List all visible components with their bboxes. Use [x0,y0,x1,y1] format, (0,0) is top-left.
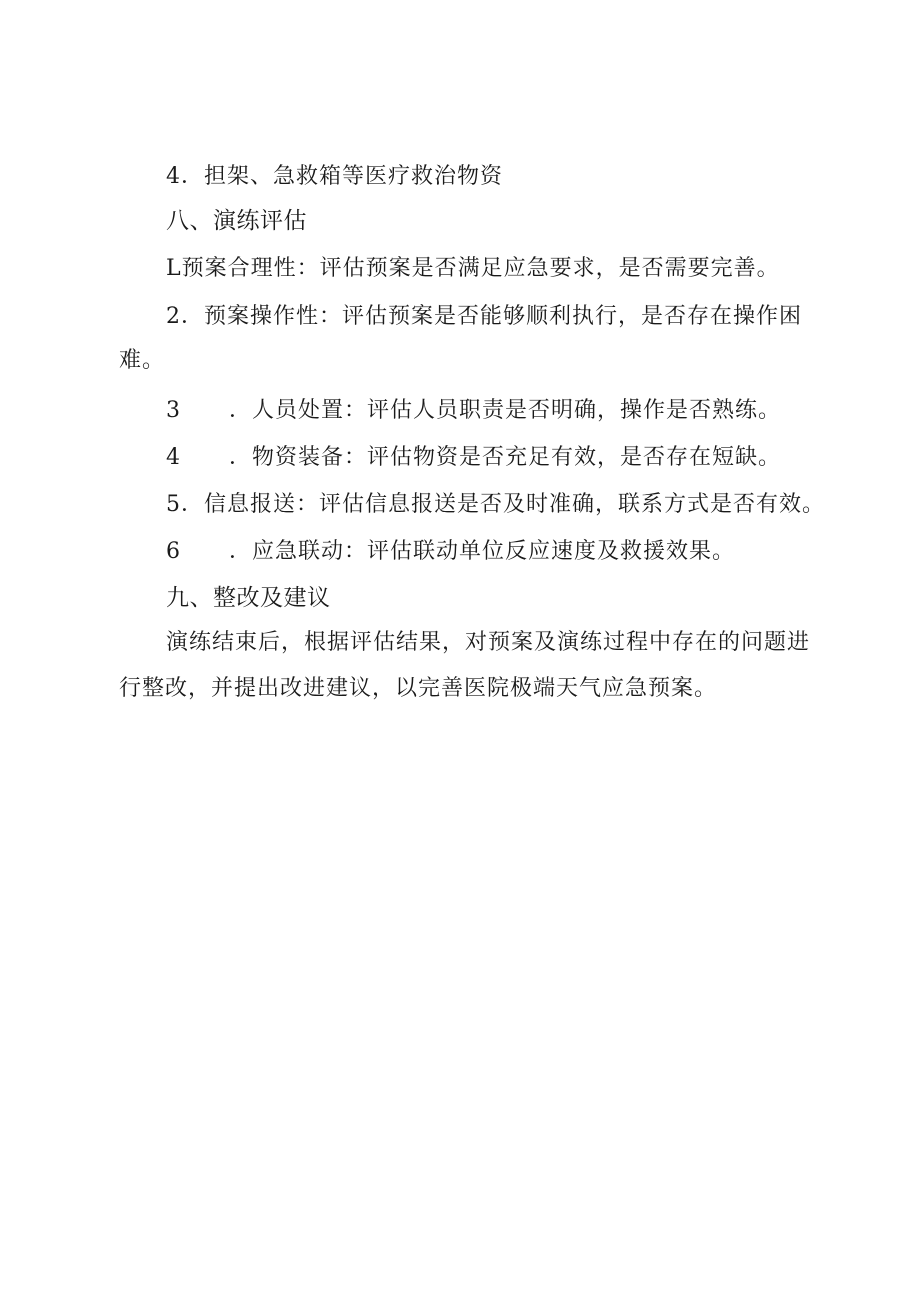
list-text: ．人员处置：评估人员职责是否明确，操作是否熟练。 [229,398,782,423]
list-text: ．物资装备：评估物资是否充足有效，是否存在短缺。 [229,445,782,470]
section-heading-rectification: 九、整改及建议 [166,585,331,611]
eval-item-information-reporting: 5．信息报送：评估信息报送是否及时准确，联系方式是否有效。 [166,492,825,517]
conclusion-paragraph-line1: 演练结束后，根据评估结果，对预案及演练过程中存在的问题进 [166,630,811,655]
eval-item-materials-equipment [166,443,781,473]
eval-item-plan-operability-continued: 难。 [119,348,166,373]
list-number: 4 [166,445,181,470]
list-number: 6 [166,539,181,564]
list-number: 3 [166,398,181,423]
eval-item-personnel-handling [166,396,781,426]
list-item-medical-supplies: 4．担架、急救箱等医疗救治物资 [166,164,503,189]
list-text: ．应急联动：评估联动单位反应速度及救援效果。 [229,539,736,564]
eval-item-plan-operability: 2．预案操作性：评估预案是否能够顺利执行，是否存在操作困 [166,304,802,329]
conclusion-paragraph-line2: 行整改，并提出改进建议，以完善医院极端天气应急预案。 [119,676,718,701]
section-heading-drill-evaluation: 八、演练评估 [166,208,307,234]
eval-item-emergency-linkage [166,537,735,567]
eval-item-plan-rationality: L预案合理性：评估预案是否满足应急要求，是否需要完善。 [166,256,780,281]
